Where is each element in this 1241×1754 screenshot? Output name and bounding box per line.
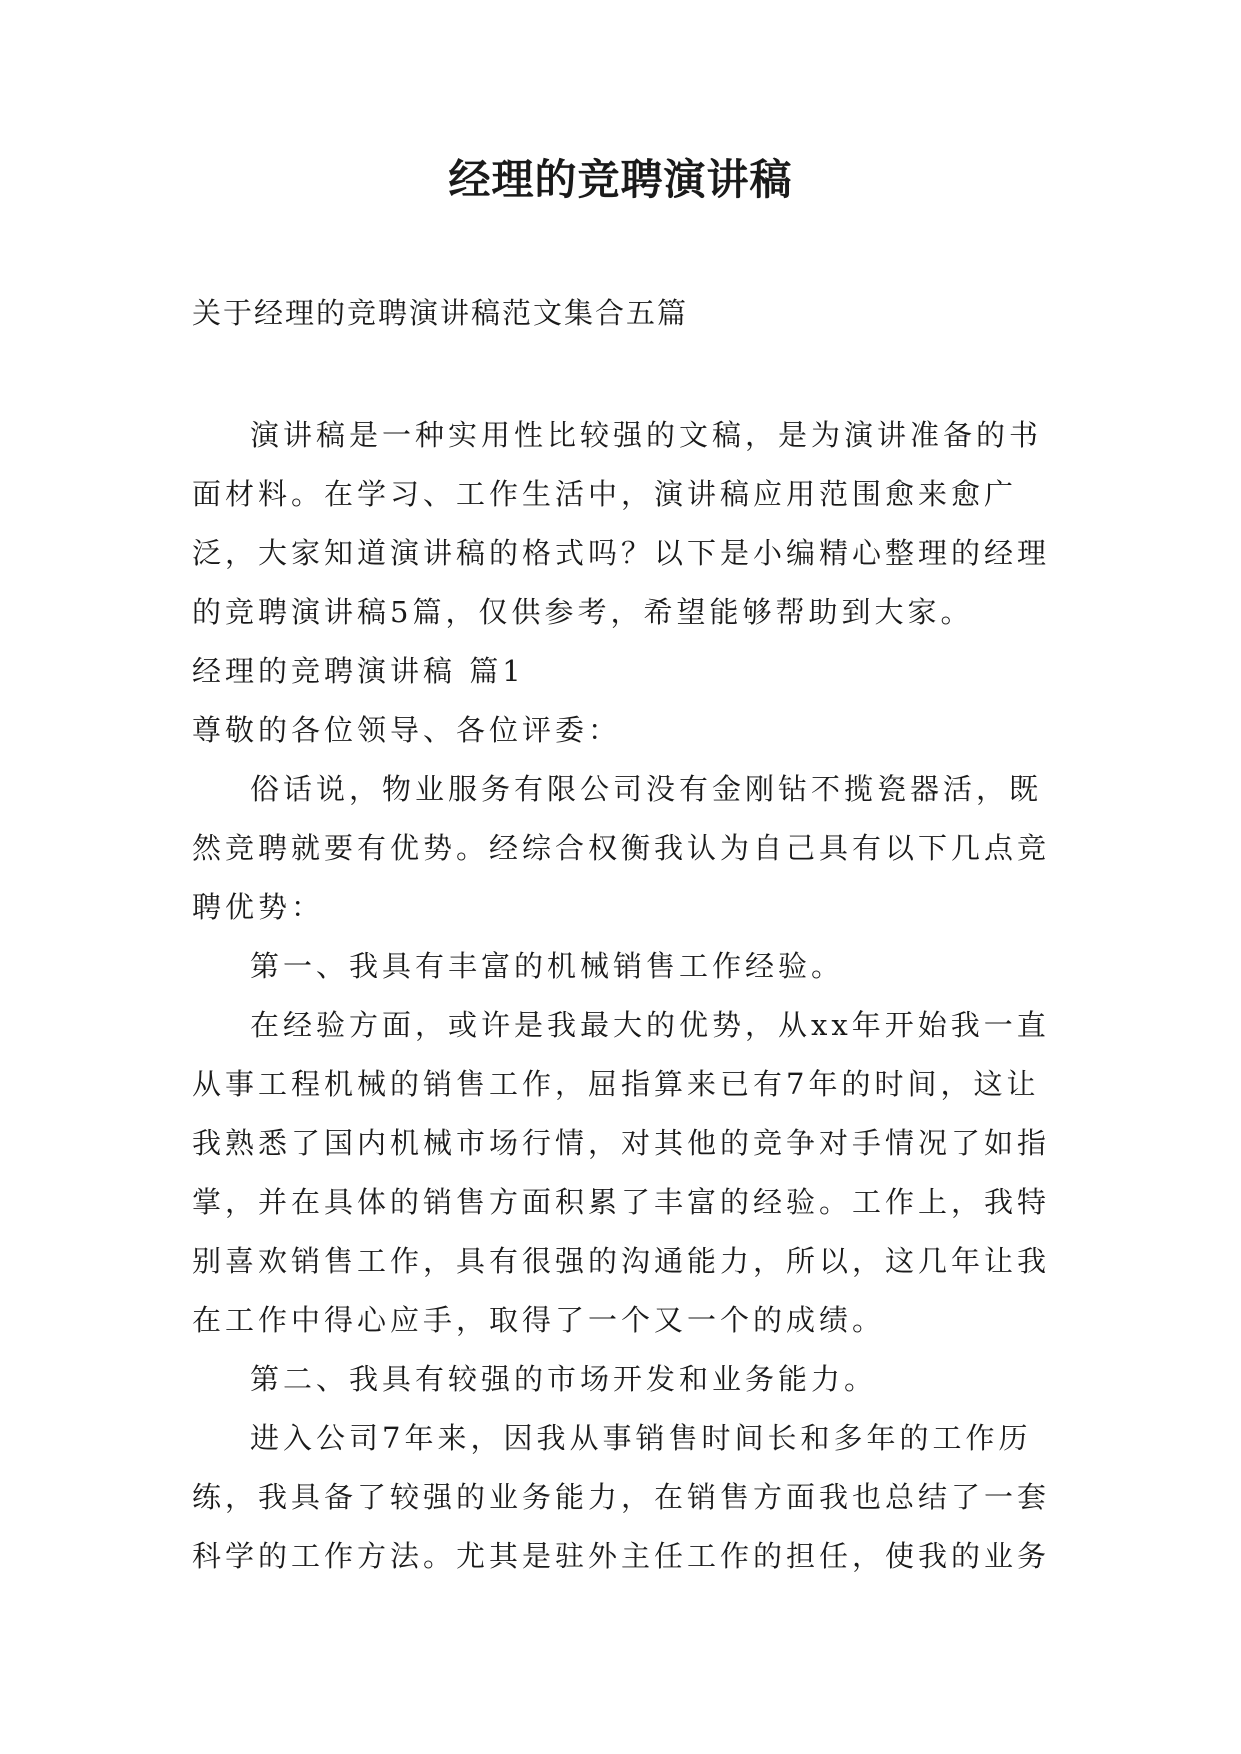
body-paragraph: 进入公司7年来，因我从事销售时间长和多年的工作历练，我具备了较强的业务能力，在销售方面我也总结了一套科学的工作方法。尤其是驻外主任工作的担任，使我的业务 <box>192 1421 1051 1573</box>
intro-paragraph: 演讲稿是一种实用性比较强的文稿，是为演讲准备的书面材料。在学习、工作生活中，演讲稿应用范围愈来愈广泛，大家知道演讲稿的格式吗？以下是小编精心整理的经理的竞聘演讲稿5篇，仅供参考，希望能够帮助到大家。 <box>192 418 1051 629</box>
body-paragraph: 俗话说，物业服务有限公司没有金刚钻不揽瓷器活，既然竞聘就要有优势。经综合权衡我认为自己具有以下几点竞聘优势： <box>192 772 1051 924</box>
point-heading-1: 第一、我具有丰富的机械销售工作经验。 <box>250 949 845 983</box>
body-paragraph: 在经验方面，或许是我最大的优势，从xx年开始我一直从事工程机械的销售工作，屈指算来已有7年的时间，这让我熟悉了国内机械市场行情，对其他的竞争对手情况了如指掌，并在具体的销售方面积累了丰富的经验。工作上，我特别喜欢销售工作，具有很强的沟通能力，所以，这几年让我在工作中得心应手，取得了一个又一个的成绩。 <box>192 1008 1051 1337</box>
document-body <box>192 406 1052 1586</box>
salutation: 尊敬的各位领导、各位评委： <box>192 713 622 747</box>
document-subtitle: 关于经理的竞聘演讲稿范文集合五篇 <box>192 296 689 330</box>
section-heading-1: 经理的竞聘演讲稿 篇1 <box>192 654 525 688</box>
point-heading-2: 第二、我具有较强的市场开发和业务能力。 <box>250 1362 878 1396</box>
page-title: 经理的竞聘演讲稿 <box>448 155 793 204</box>
